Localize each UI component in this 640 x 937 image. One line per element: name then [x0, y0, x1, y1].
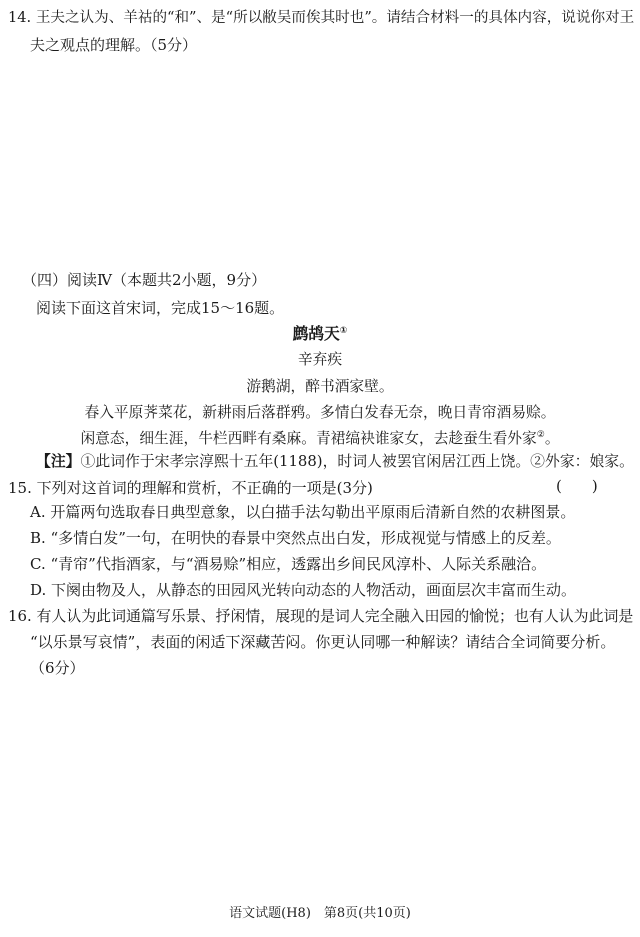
poem-line-2-text: 闲意态，细生涯，牛栏西畔有桑麻。青裙缟袂谁家女，去趁蚕生看外家 — [80, 430, 537, 447]
poem-line-2-end: 。 — [544, 430, 560, 447]
poem-preface: 游鹅湖，醉书酒家壁。 — [246, 378, 394, 395]
poem-title-text: 鹧鸪天 — [292, 324, 340, 343]
q15-option-d: D. 下阕由物及人，从静态的田园风光转向动态的人物活动，画面层次丰富而生动。 — [30, 581, 577, 599]
note-label: 【注】 — [36, 453, 81, 470]
q16-line-2: “以乐景写哀情”，表面的闲适下深藏苦闷。你更认同哪一种解读？请结合全词简要分析。 — [30, 633, 616, 651]
section-heading: （四）阅读Ⅳ（本题共2小题，9分） — [22, 271, 267, 289]
q14-line-1: 14. 王夫之认为、羊祜的“和”、是“所以敝吴而俟其时也”。请结合材料一的具体内容，说说你对王 — [8, 9, 635, 26]
q15-answer-blank: ( ) — [556, 477, 598, 495]
q16-line-3: （6分） — [30, 659, 85, 677]
q15-option-c: C. “青帘”代指酒家，与“酒易赊”相应，透露出乡间民风淳朴、人际关系融洽。 — [30, 555, 547, 573]
q15-stem: 15. 下列对这首词的理解和赏析，不正确的一项是(3分) — [8, 479, 373, 497]
poem-line-2-footnote-mark: ② — [536, 430, 545, 441]
page-footer: 语文试题(H8) 第8页(共10页) — [229, 906, 411, 921]
q14-line-2: 夫之观点的理解。（5分） — [30, 36, 198, 54]
section-intro: 阅读下面这首宋词，完成15～16题。 — [36, 299, 285, 317]
q16-line-1: 16. 有人认为此词通篇写乐景、抒闲情，展现的是词人完全融入田园的愉悦；也有人认为此词是 — [8, 607, 634, 625]
poem-title-footnote-mark: ① — [339, 325, 348, 336]
poem-line-1: 春入平原荠菜花，新耕雨后落群鸦。多情白发春无奈，晚日青帘酒易赊。 — [84, 404, 556, 421]
q15-option-b: B. “多情白发”一句，在明快的春景中突然点出白发，形成视觉与情感上的反差。 — [30, 529, 561, 547]
poem-author: 辛弃疾 — [297, 351, 343, 368]
poem-title — [0, 324, 640, 344]
poem-line-2 — [0, 429, 640, 449]
note-text: ①此词作于宋孝宗淳熙十五年(1188)，时词人被罢官闲居江西上饶。②外家：娘家。 — [80, 453, 634, 470]
q15-option-a: A. 开篇两句选取春日典型意象，以白描手法勾勒出平原雨后清新自然的农耕图景。 — [30, 503, 576, 521]
poem-note — [36, 452, 634, 472]
